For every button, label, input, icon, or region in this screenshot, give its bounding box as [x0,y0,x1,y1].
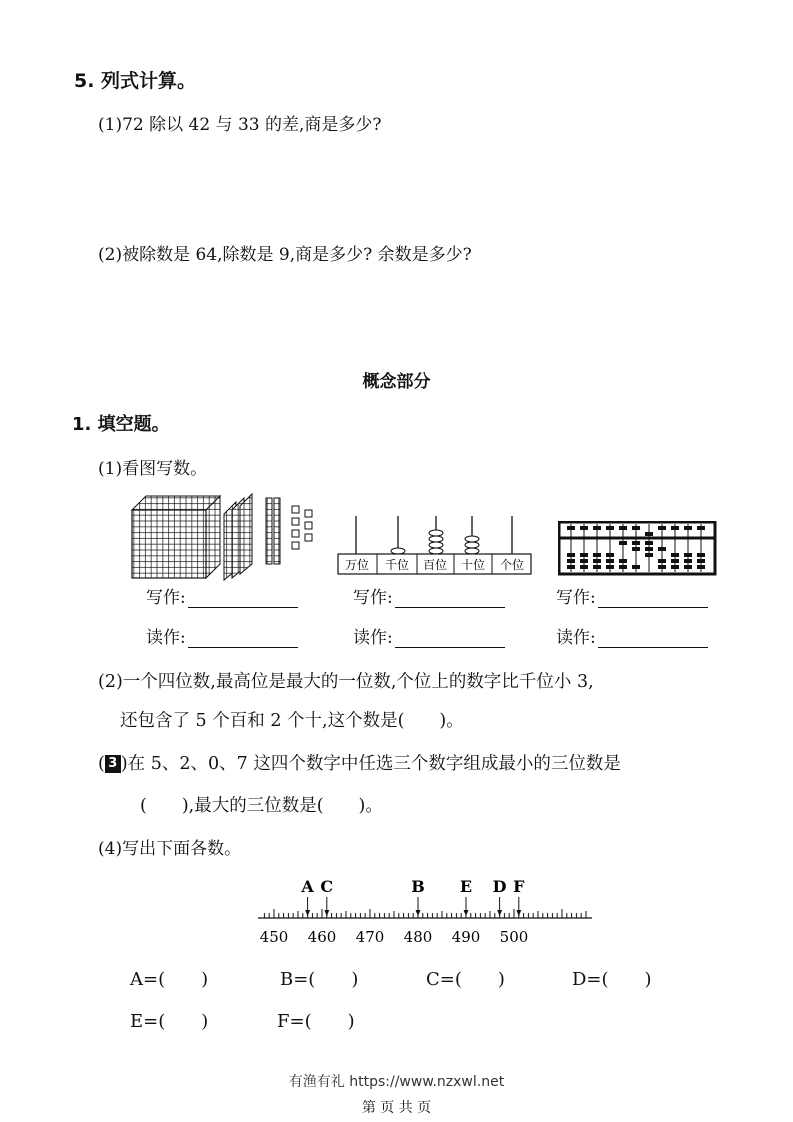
abacus-figure [558,521,718,577]
section-5-heading: 5. 列式计算。 [74,70,197,92]
answer-f[interactable]: F=( ) [277,1011,355,1032]
place-label-bai: 百位 [422,558,448,572]
question-number-badge: 3 [105,755,121,773]
number-line-ticks [264,909,586,918]
thousand-cube [132,496,220,578]
read-label: 读作: [146,628,186,648]
page-number: 第 页 共 页 [361,1100,432,1116]
read-field-2[interactable] [353,623,505,648]
number-line-tick-labels [260,928,529,946]
place-label-wan: 万位 [344,558,370,572]
write-field-3[interactable] [556,583,708,608]
arrow-head [497,910,502,916]
counting-frame-figure [336,510,536,578]
point-label: F [513,877,525,896]
arrow-head [305,910,310,916]
answer-line[interactable] [188,591,298,608]
answer-line[interactable] [395,631,505,648]
answer-line[interactable] [598,591,708,608]
question-1-3-line2: ( ),最大的三位数是( )。 [140,796,383,816]
point-marker-a [300,877,314,916]
thousands-beads [391,548,405,554]
arrow-head [464,910,469,916]
tens-beads [465,536,479,554]
number-line-tick-label: 490 [451,928,481,946]
question-1-2-line2: 还包含了 5 个百和 2 个十,这个数是( )。 [120,711,464,731]
hundred-flats [224,494,252,580]
arrow-head [324,910,329,916]
unit-cubes [292,506,312,549]
number-line-points [300,877,525,916]
write-label: 写作: [146,588,186,608]
point-label: C [320,877,334,896]
section-1-heading: 1. 填空题。 [72,414,170,435]
arrow-head [416,910,421,916]
write-field-2[interactable] [353,583,505,608]
point-label: D [492,877,507,896]
number-line-tick-label: 480 [403,928,433,946]
answer-e[interactable]: E=( ) [130,1011,209,1032]
point-marker-f [513,877,525,916]
point-marker-b [411,877,425,916]
place-label-qian: 千位 [384,558,410,572]
read-label: 读作: [353,628,393,648]
read-field-1[interactable] [146,623,298,648]
point-marker-e [460,877,472,916]
write-label: 写作: [353,588,393,608]
point-label: E [459,877,473,896]
read-field-3[interactable] [556,623,708,648]
point-marker-d [493,877,507,916]
write-label: 写作: [556,588,596,608]
point-label: A [301,877,314,896]
point-label: B [411,877,425,896]
answer-line[interactable] [395,591,505,608]
number-line-figure [250,872,600,952]
number-line-tick-label: 450 [259,928,289,946]
place-label-ge: 个位 [499,558,525,572]
question-1-2-line1: (2)一个四位数,最高位是最大的一位数,个位上的数字比千位小 3, [98,672,594,692]
concept-section-title: 概念部分 [362,372,431,392]
answer-a[interactable]: A=( ) [130,969,209,990]
question-1-1-label: (1)看图写数。 [98,459,208,479]
question-5-1: (1)72 除以 42 与 33 的差,商是多少? [98,115,382,135]
number-line-tick-label: 470 [355,928,385,946]
answer-d[interactable]: D=( ) [572,969,652,990]
number-line-tick-label: 460 [307,928,337,946]
base-ten-blocks-figure [128,492,328,582]
read-label: 读作: [556,628,596,648]
answer-b[interactable]: B=( ) [280,969,359,990]
watermark: 有渔有礼 https://www.nzxwl.net [288,1074,505,1090]
answer-line[interactable] [598,631,708,648]
question-1-4-label: (4)写出下面各数。 [98,839,242,859]
write-field-1[interactable] [146,583,298,608]
place-label-shi: 十位 [460,558,486,572]
question-1-3-line1: ( 3 )在 5、2、0、7 这四个数字中任选三个数字组成最小的三位数是 [98,754,621,774]
answer-c[interactable]: C=( ) [426,969,505,990]
ten-rods [266,498,280,564]
arrow-head [516,910,521,916]
number-line-tick-label: 500 [499,928,529,946]
hundreds-beads [429,530,443,554]
answer-line[interactable] [188,631,298,648]
question-5-2: (2)被除数是 64,除数是 9,商是多少? 余数是多少? [98,245,472,265]
